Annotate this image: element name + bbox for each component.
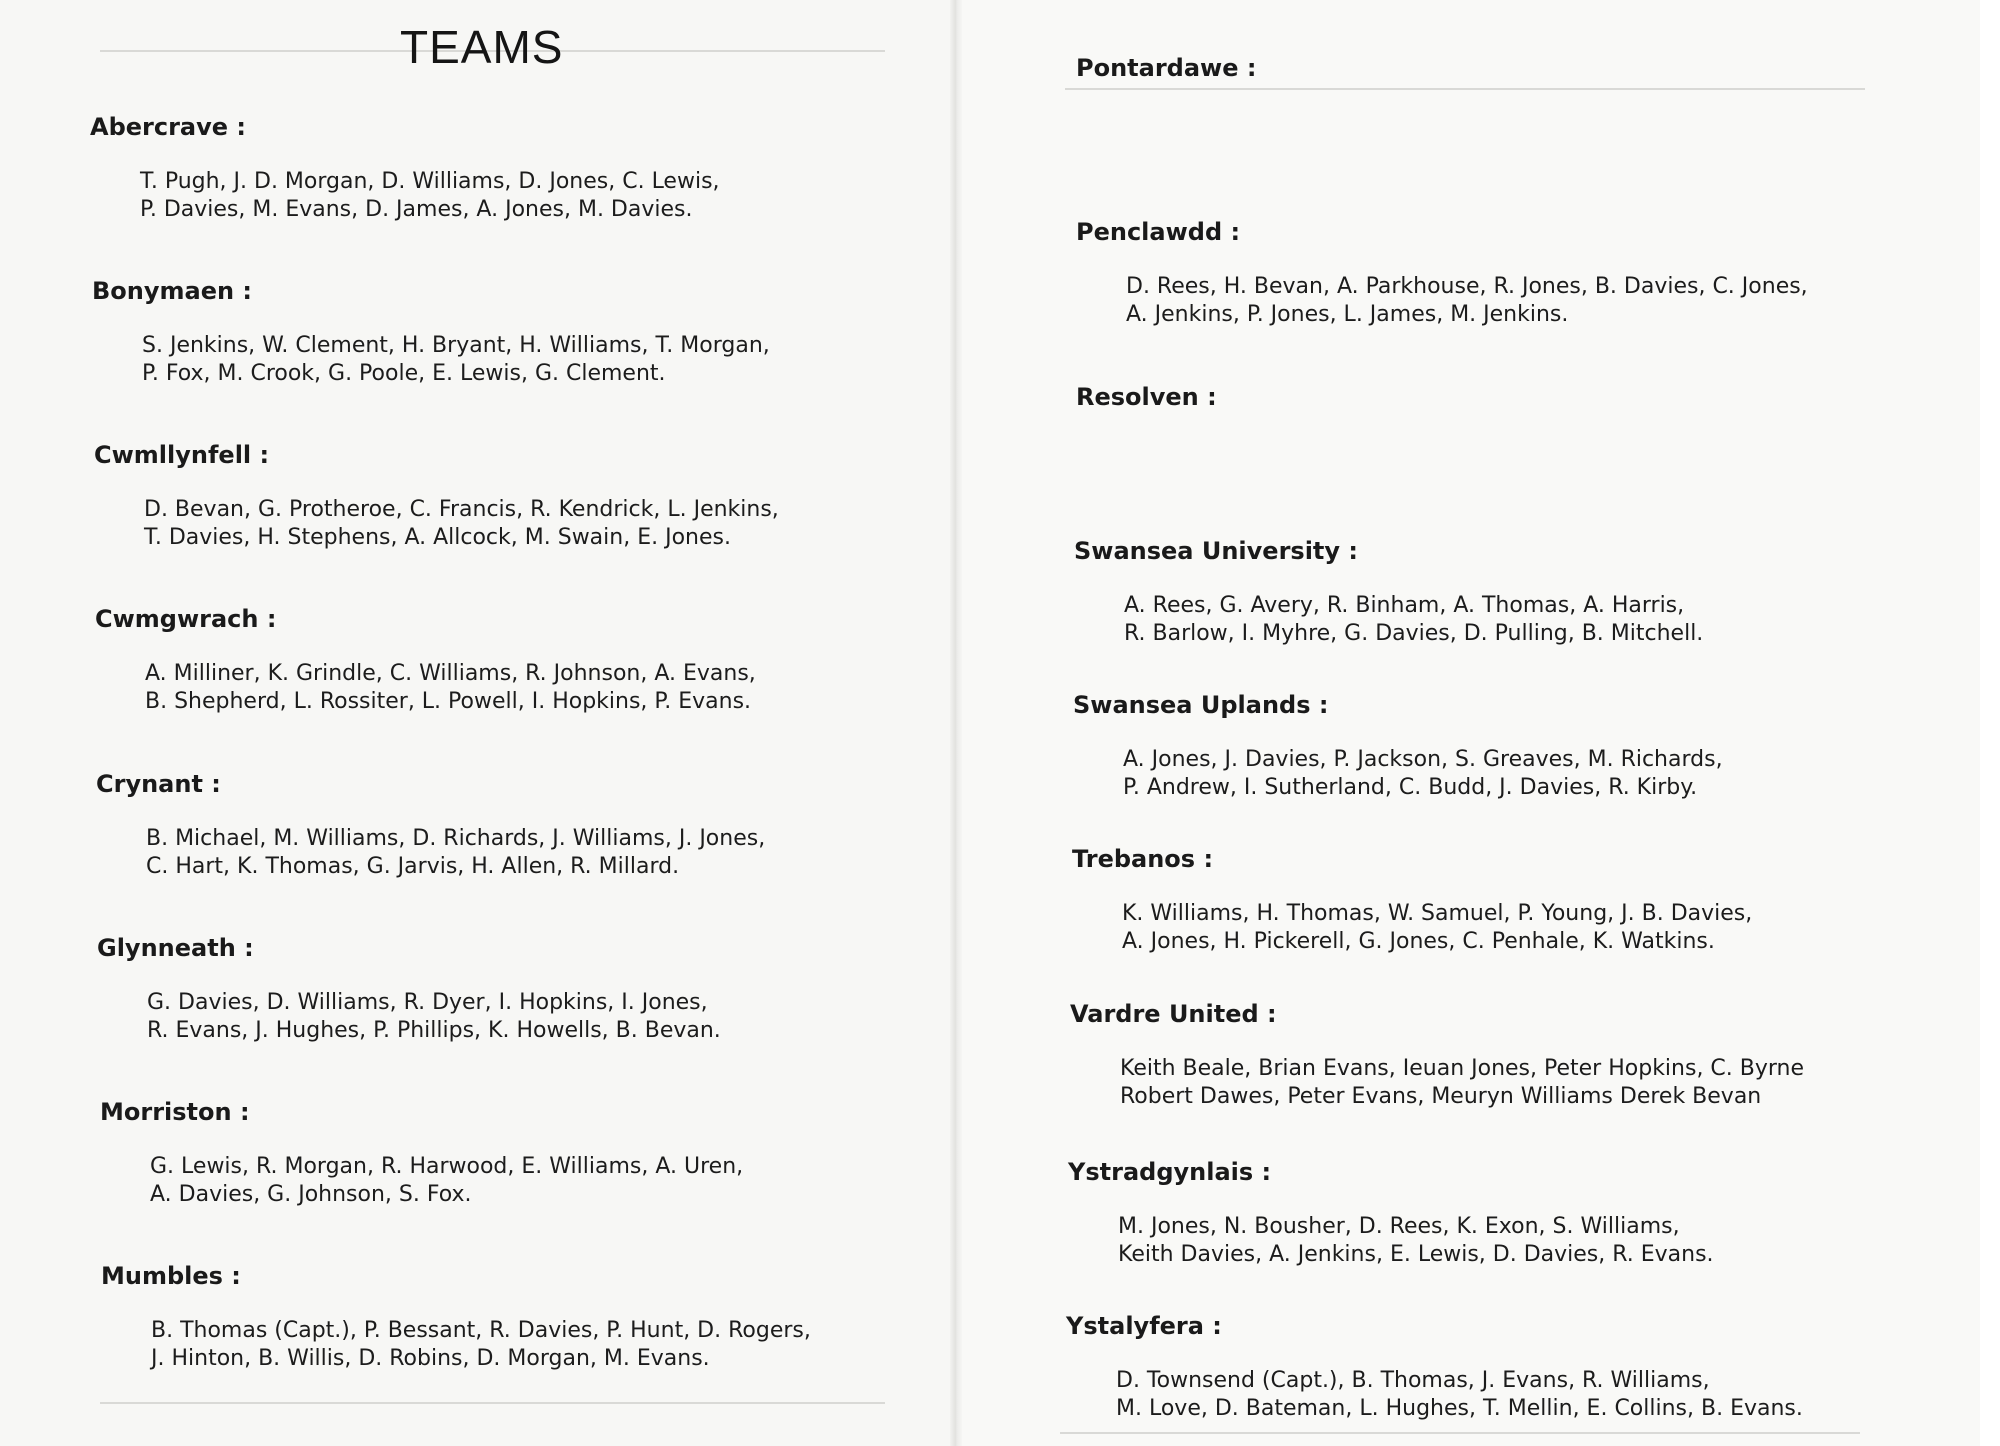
team-name: Trebanos : — [1072, 845, 1214, 873]
players-line: P. Fox, M. Crook, G. Poole, E. Lewis, G. Clement. — [142, 361, 666, 386]
team-crynant — [96, 770, 765, 881]
team-players — [150, 1153, 743, 1209]
team-players — [1122, 900, 1752, 956]
team-name: Swansea University : — [1074, 537, 1358, 565]
team-name: Cwmllynfell : — [94, 441, 270, 469]
players-line: Robert Dawes, Peter Evans, Meuryn Williams Derek Bevan — [1120, 1084, 1762, 1109]
team-trebanos — [1072, 845, 1752, 956]
team-ystalyfera — [1066, 1312, 1803, 1423]
scan-edge — [1980, 0, 2000, 1446]
team-players — [147, 989, 721, 1045]
players-line: D. Rees, H. Bevan, A. Parkhouse, R. Jones, B. Davies, C. Jones, — [1126, 274, 1808, 299]
team-players — [1124, 592, 1703, 648]
team-morriston — [100, 1098, 743, 1209]
team-ystradgynlais — [1068, 1158, 1714, 1269]
team-vardre-united — [1070, 1000, 1804, 1111]
players-line: M. Jones, N. Bousher, D. Rees, K. Exon, S. Williams, — [1118, 1214, 1680, 1239]
team-name: Morriston : — [100, 1098, 250, 1126]
players-line: D. Townsend (Capt.), B. Thomas, J. Evans, R. Williams, — [1116, 1368, 1710, 1393]
players-line: T. Davies, H. Stephens, A. Allcock, M. Swain, E. Jones. — [144, 525, 731, 550]
players-line: S. Jenkins, W. Clement, H. Bryant, H. Williams, T. Morgan, — [142, 333, 770, 358]
players-line: D. Bevan, G. Protheroe, C. Francis, R. Kendrick, L. Jenkins, — [144, 497, 779, 522]
page-fold — [950, 0, 962, 1446]
players-line: R. Evans, J. Hughes, P. Phillips, K. Howells, B. Bevan. — [147, 1018, 721, 1043]
team-name: Glynneath : — [97, 934, 254, 962]
team-abercrave — [90, 113, 720, 224]
team-players — [145, 660, 756, 716]
players-line: P. Davies, M. Evans, D. James, A. Jones, M. Davies. — [140, 197, 693, 222]
team-players — [1126, 273, 1808, 329]
players-line: G. Lewis, R. Morgan, R. Harwood, E. Williams, A. Uren, — [150, 1154, 744, 1179]
team-name: Resolven : — [1076, 383, 1217, 411]
team-players — [140, 168, 720, 224]
team-name: Abercrave : — [90, 113, 246, 141]
team-players — [1123, 746, 1723, 802]
players-line: B. Thomas (Capt.), P. Bessant, R. Davies, P. Hunt, D. Rogers, — [151, 1318, 811, 1343]
players-line: A. Jones, H. Pickerell, G. Jones, C. Penhale, K. Watkins. — [1122, 929, 1715, 954]
players-line: T. Pugh, J. D. Morgan, D. Williams, D. Jones, C. Lewis, — [140, 169, 720, 194]
players-line: A. Davies, G. Johnson, S. Fox. — [150, 1182, 472, 1207]
team-pontardawe — [1076, 54, 1256, 82]
team-name: Pontardawe : — [1076, 54, 1257, 82]
team-name: Penclawdd : — [1076, 218, 1241, 246]
players-line: P. Andrew, I. Sutherland, C. Budd, J. Davies, R. Kirby. — [1123, 775, 1698, 800]
team-penclawdd — [1076, 218, 1808, 329]
bottom-rule-left — [100, 1402, 885, 1404]
bottom-rule-right — [1060, 1432, 1860, 1434]
players-line: A. Jones, J. Davies, P. Jackson, S. Greaves, M. Richards, — [1123, 747, 1723, 772]
players-line: B. Shepherd, L. Rossiter, L. Powell, I. Hopkins, P. Evans. — [145, 689, 752, 714]
team-players — [1118, 1213, 1714, 1269]
team-glynneath — [97, 934, 721, 1045]
page-title: TEAMS — [400, 21, 564, 73]
team-name: Vardre United : — [1070, 1000, 1277, 1028]
players-line: K. Williams, H. Thomas, W. Samuel, P. Young, J. B. Davies, — [1122, 901, 1753, 926]
players-line: M. Love, D. Bateman, L. Hughes, T. Mellin, E. Collins, B. Evans. — [1116, 1396, 1803, 1421]
players-line: J. Hinton, B. Willis, D. Robins, D. Morgan, M. Evans. — [151, 1346, 710, 1371]
players-line: Keith Beale, Brian Evans, Ieuan Jones, Peter Hopkins, C. Byrne — [1120, 1056, 1805, 1081]
team-players — [142, 332, 770, 388]
players-line: R. Barlow, I. Myhre, G. Davies, D. Pulling, B. Mitchell. — [1124, 621, 1704, 646]
team-mumbles — [101, 1262, 811, 1373]
players-line: G. Davies, D. Williams, R. Dyer, I. Hopkins, I. Jones, — [147, 990, 708, 1015]
team-name: Ystalyfera : — [1066, 1312, 1222, 1340]
team-players — [1120, 1055, 1804, 1111]
team-name: Swansea Uplands : — [1073, 691, 1329, 719]
top-rule-right — [1065, 88, 1865, 90]
players-line: C. Hart, K. Thomas, G. Jarvis, H. Allen, R. Millard. — [146, 854, 680, 879]
team-name: Mumbles : — [101, 1262, 241, 1290]
players-line: B. Michael, M. Williams, D. Richards, J. Williams, J. Jones, — [146, 826, 766, 851]
players-line: A. Jenkins, P. Jones, L. James, M. Jenkins. — [1126, 302, 1569, 327]
team-players — [144, 496, 779, 552]
players-line: A. Milliner, K. Grindle, C. Williams, R. Johnson, A. Evans, — [145, 661, 756, 686]
team-name: Cwmgwrach : — [95, 605, 277, 633]
team-bonymaen — [92, 277, 770, 388]
team-cwmllynfell — [94, 441, 779, 552]
team-cwmgwrach — [95, 605, 756, 716]
players-line: A. Rees, G. Avery, R. Binham, A. Thomas, A. Harris, — [1124, 593, 1685, 618]
team-players — [151, 1317, 811, 1373]
team-resolven — [1076, 383, 1217, 411]
team-swansea-uplands — [1073, 691, 1723, 802]
team-name: Crynant : — [96, 770, 221, 798]
team-swansea-university — [1074, 537, 1703, 648]
team-name: Ystradgynlais : — [1068, 1158, 1272, 1186]
team-name: Bonymaen : — [92, 277, 253, 305]
team-players — [1116, 1367, 1803, 1423]
players-line: Keith Davies, A. Jenkins, E. Lewis, D. Davies, R. Evans. — [1118, 1242, 1714, 1267]
team-players — [146, 825, 765, 881]
